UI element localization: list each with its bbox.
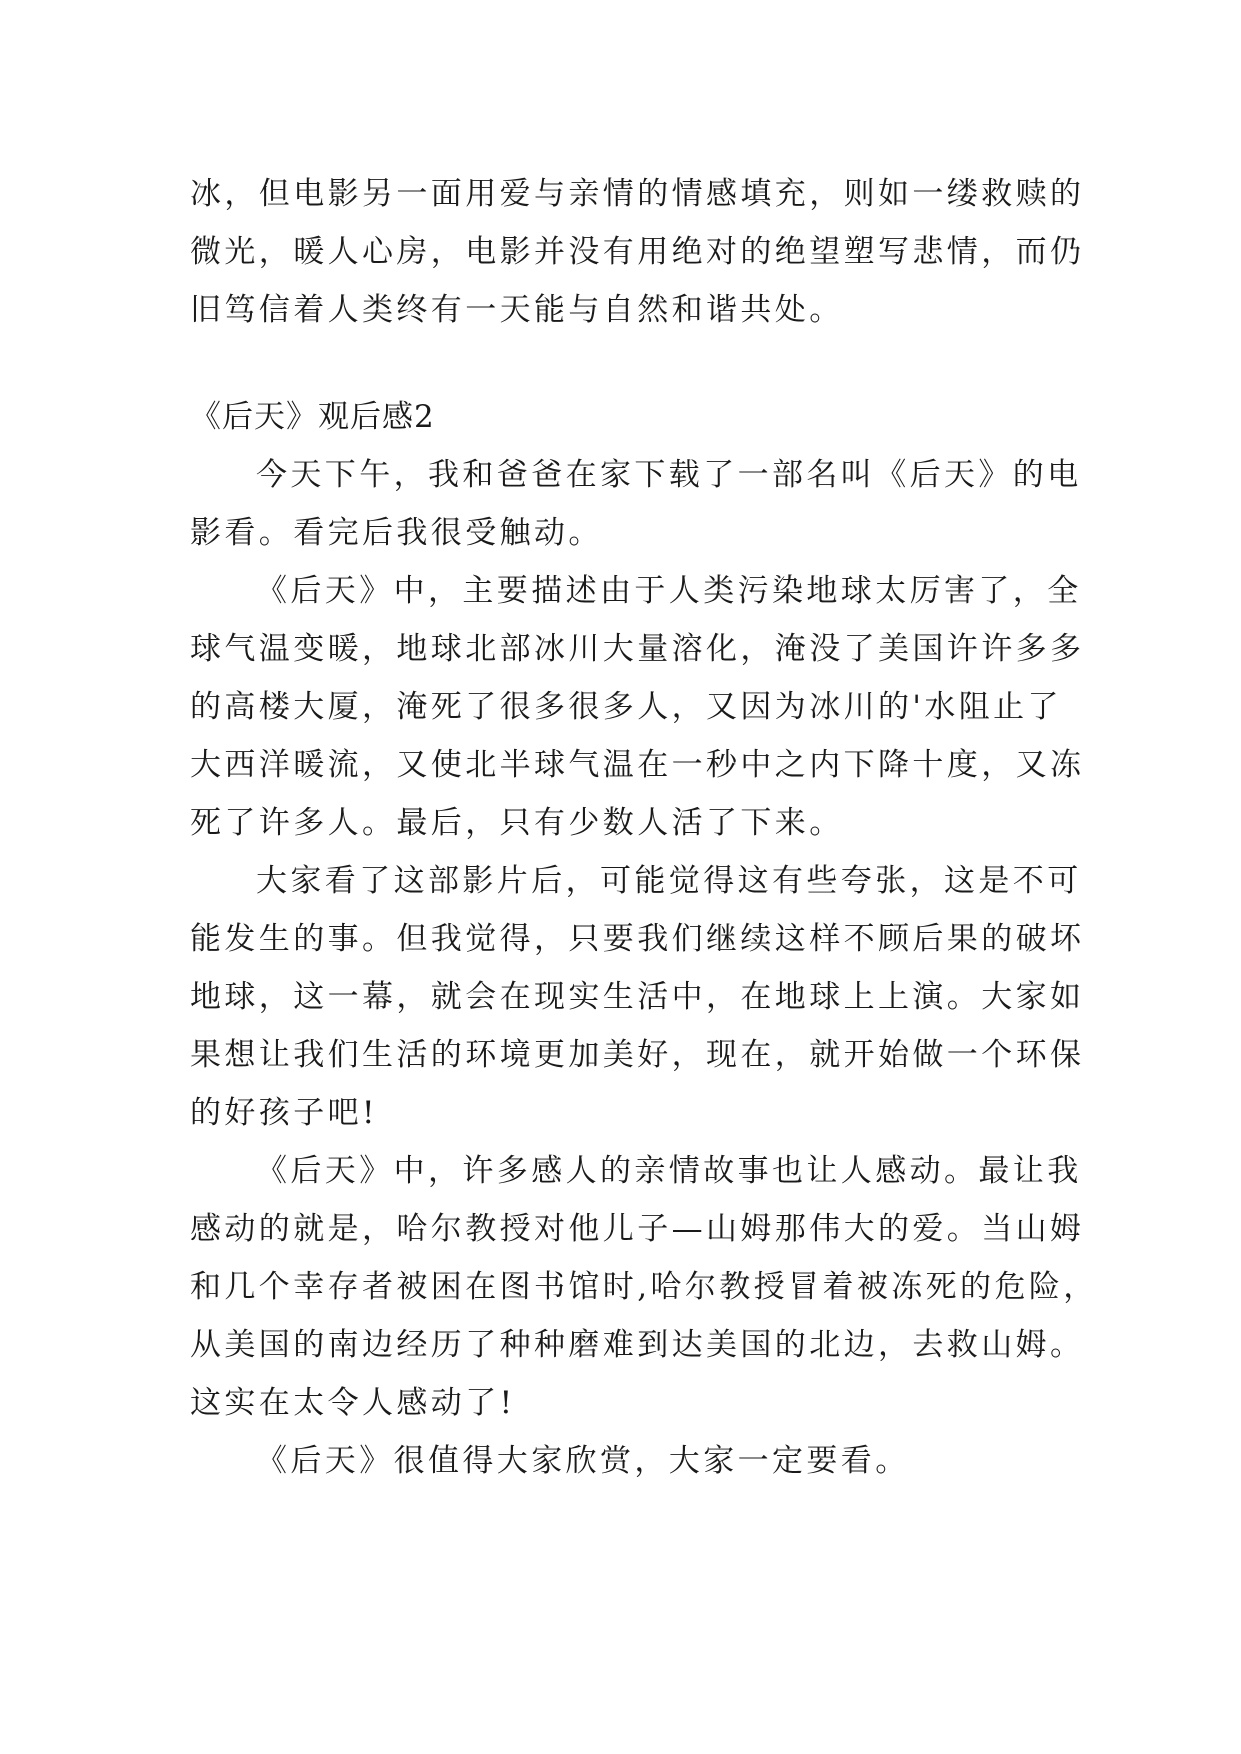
paragraph: [190, 852, 1085, 1142]
text-line: 的好孩子吧!: [190, 1095, 378, 1131]
text-line: 的高楼大厦，淹死了很多很多人，又因为冰川的'水阻止了: [190, 689, 1062, 725]
text-line: 死了许多人。最后，只有少数人活了下来。: [190, 805, 844, 841]
body-text: [190, 446, 1098, 1490]
paragraph: [190, 1432, 1060, 1490]
paragraph: [190, 446, 1082, 562]
text-line: 能发生的事。但我觉得，只要我们继续这样不顾后果的破坏: [190, 921, 1085, 957]
text-line: 地球，这一幕，就会在现实生活中，在地球上上演。大家如: [190, 979, 1085, 1015]
text-line: 《后天》中，许多感人的亲情故事也让人感动。最让我: [256, 1153, 1082, 1189]
text-line: 《后天》很值得大家欣赏，大家一定要看。: [256, 1443, 910, 1479]
text-line: 影看。看完后我很受触动。: [190, 515, 603, 551]
text-line: 果想让我们生活的环境更加美好，现在，就开始做一个环保: [190, 1037, 1085, 1073]
text-line: 《后天》中，主要描述由于人类污染地球太厉害了，全: [256, 573, 1082, 609]
text-line: 从美国的南边经历了种种磨难到达美国的北边，去救山姆。: [190, 1327, 1085, 1363]
text-line: 大西洋暖流，又使北半球气温在一秒中之内下降十度，又冻: [190, 747, 1085, 783]
text-line: 微光，暖人心房，电影并没有用绝对的绝望塑写悲情，而仍: [190, 234, 1085, 270]
intro-paragraph: [190, 165, 1085, 339]
text-line: 大家看了这部影片后，可能觉得这有些夸张，这是不可: [256, 863, 1082, 899]
text-line: 这实在太令人感动了!: [190, 1385, 516, 1421]
text-line: 感动的就是，哈尔教授对他儿子—山姆那伟大的爱。当山姆: [190, 1211, 1085, 1247]
text-line: 球气温变暖，地球北部冰川大量溶化，淹没了美国许许多多: [190, 631, 1085, 667]
text-line: 旧笃信着人类终有一天能与自然和谐共处。: [190, 292, 844, 328]
text-line: 今天下午，我和爸爸在家下载了一部名叫《后天》的电: [256, 457, 1082, 493]
section-heading: 《后天》观后感2: [190, 399, 435, 435]
text-line: 和几个幸存者被困在图书馆时,哈尔教授冒着被冻死的危险，: [190, 1269, 1098, 1305]
paragraph: [190, 1142, 1098, 1432]
paragraph: [190, 562, 1085, 852]
text-line: 冰，但电影另一面用爱与亲情的情感填充，则如一缕救赎的: [190, 176, 1085, 212]
